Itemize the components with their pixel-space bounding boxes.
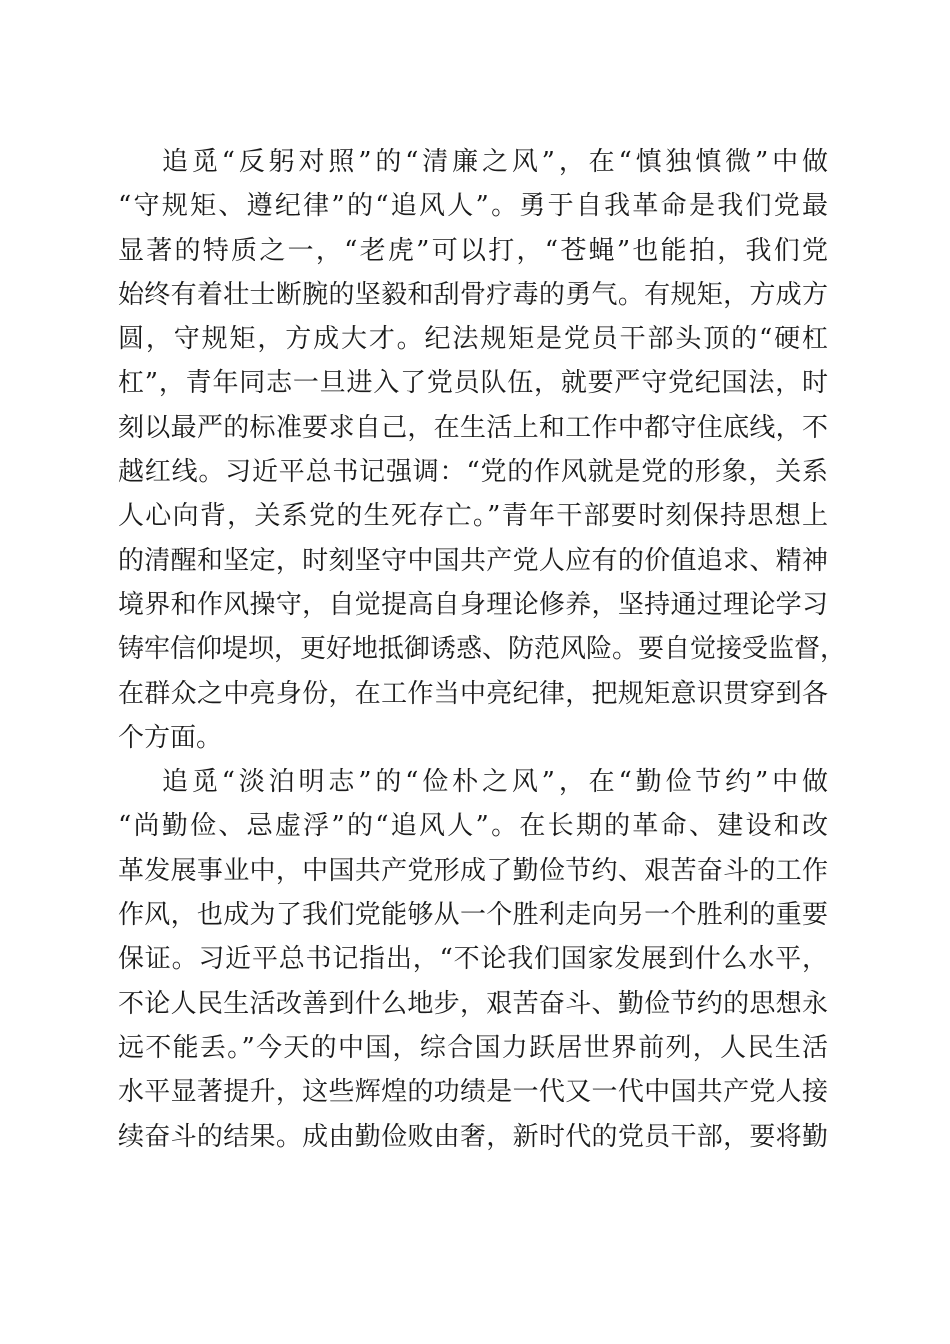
paragraph-1-line-7: 刻以最严的标准要求自己，在生活上和工作中都守住底线，不 xyxy=(118,412,828,443)
paragraph-1-line-11: 境界和作风操守，自觉提高自身理论修养，坚持通过理论学习 xyxy=(118,589,828,620)
paragraph-1-line-9: 人心向背，关系党的生死存亡。”青年干部要时刻保持思想上 xyxy=(118,501,828,532)
paragraph-1-line-6: 杠”，青年同志一旦进入了党员队伍，就要严守党纪国法，时 xyxy=(118,368,828,399)
paragraph-2-line-2: “尚勤俭、忌虚浮”的“追风人”。在长期的革命、建设和改 xyxy=(118,811,828,842)
paragraph-2-line-7: 远不能丢。”今天的中国，综合国力跃居世界前列，人民生活 xyxy=(118,1032,828,1063)
paragraph-1-line-8: 越红线。习近平总书记强调：“党的作风就是党的形象，关系 xyxy=(118,457,828,488)
paragraph-1-line-4: 始终有着壮士断腕的坚毅和刮骨疗毒的勇气。有规矩，方成方 xyxy=(118,279,828,310)
paragraph-1-line-13: 在群众之中亮身份，在工作当中亮纪律，把规矩意识贯穿到各 xyxy=(118,678,828,709)
paragraph-1-line-2: “守规矩、遵纪律”的“追风人”。勇于自我革命是我们党最 xyxy=(118,191,828,222)
paragraph-2-line-4: 作风，也成为了我们党能够从一个胜利走向另一个胜利的重要 xyxy=(118,900,828,931)
paragraph-2-line-9: 续奋斗的结果。成由勤俭败由奢，新时代的党员干部，要将勤 xyxy=(118,1121,828,1152)
body-text xyxy=(118,140,847,1159)
paragraph-1-line-3: 显著的特质之一，“老虎”可以打，“苍蝇”也能拍，我们党 xyxy=(118,235,828,266)
paragraph-2-line-8: 水平显著提升，这些辉煌的功绩是一代又一代中国共产党人接 xyxy=(118,1077,828,1108)
paragraph-1-line-10: 的清醒和坚定，时刻坚守中国共产党人应有的价值追求、精神 xyxy=(118,545,828,576)
paragraph-1-line-12: 铸牢信仰堤坝，更好地抵御诱惑、防范风险。要自觉接受监督， xyxy=(118,634,847,665)
paragraph-2-line-3: 革发展事业中，中国共产党形成了勤俭节约、艰苦奋斗的工作 xyxy=(118,855,828,886)
paragraph-2-line-6: 不论人民生活改善到什么地步，艰苦奋斗、勤俭节约的思想永 xyxy=(118,988,828,1019)
paragraph-1-line-5: 圆，守规矩，方成大才。纪法规矩是党员干部头顶的“硬杠 xyxy=(118,324,828,355)
paragraph-1-line-1: 追觅“反躬对照”的“清廉之风”，在“慎独慎微”中做 xyxy=(162,147,828,177)
paragraph-1-line-14: 个方面。 xyxy=(118,722,223,753)
paragraph-2-line-5: 保证。习近平总书记指出，“不论我们国家发展到什么水平， xyxy=(118,944,828,975)
paragraph-2-line-1: 追觅“淡泊明志”的“俭朴之风”，在“勤俭节约”中做 xyxy=(162,767,828,798)
